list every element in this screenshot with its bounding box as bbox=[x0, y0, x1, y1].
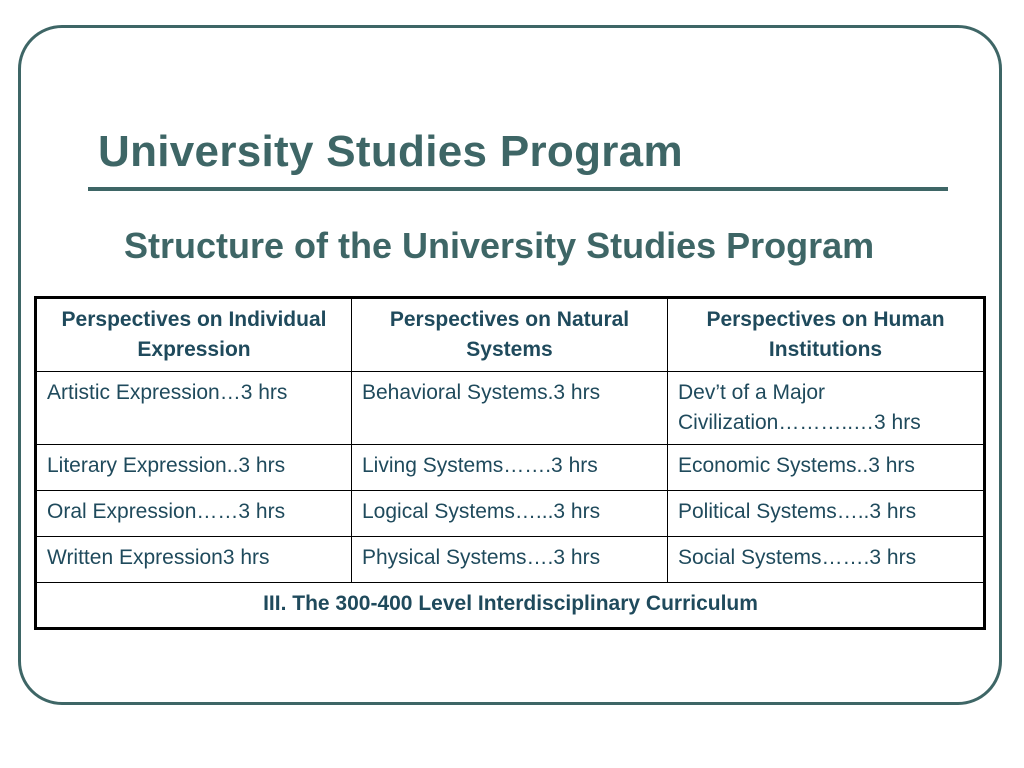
table-cell: Literary Expression..3 hrs bbox=[36, 445, 352, 491]
slide-subtitle: Structure of the University Studies Program bbox=[124, 225, 875, 266]
header-human-institutions: Perspectives on Human Institutions bbox=[668, 298, 985, 372]
table-cell: Economic Systems..3 hrs bbox=[668, 445, 985, 491]
header-individual-expression: Perspectives on Individual Expression bbox=[36, 298, 352, 372]
table-cell: Dev’t of a Major Civilization………..…3 hrs bbox=[668, 372, 985, 445]
table-header-row bbox=[36, 298, 985, 372]
table-cell: Physical Systems….3 hrs bbox=[352, 537, 668, 583]
title-divider bbox=[88, 187, 948, 191]
table-cell: Political Systems…..3 hrs bbox=[668, 491, 985, 537]
table-cell: Oral Expression……3 hrs bbox=[36, 491, 352, 537]
slide-title: University Studies Program bbox=[98, 127, 683, 176]
table-cell: Behavioral Systems.3 hrs bbox=[352, 372, 668, 445]
table-cell: Artistic Expression…3 hrs bbox=[36, 372, 352, 445]
table-cell: Living Systems…….3 hrs bbox=[352, 445, 668, 491]
table-cell: Logical Systems…...3 hrs bbox=[352, 491, 668, 537]
table-footer-cell: III. The 300-400 Level Interdisciplinary Curriculum bbox=[36, 583, 985, 629]
table-row bbox=[36, 445, 985, 491]
header-natural-systems: Perspectives on Natural Systems bbox=[352, 298, 668, 372]
table-footer-row bbox=[36, 583, 985, 629]
table-cell: Written Expression3 hrs bbox=[36, 537, 352, 583]
table-row bbox=[36, 372, 985, 445]
program-structure-table bbox=[34, 296, 986, 630]
table-row bbox=[36, 491, 985, 537]
table-cell: Social Systems…….3 hrs bbox=[668, 537, 985, 583]
table-row bbox=[36, 537, 985, 583]
